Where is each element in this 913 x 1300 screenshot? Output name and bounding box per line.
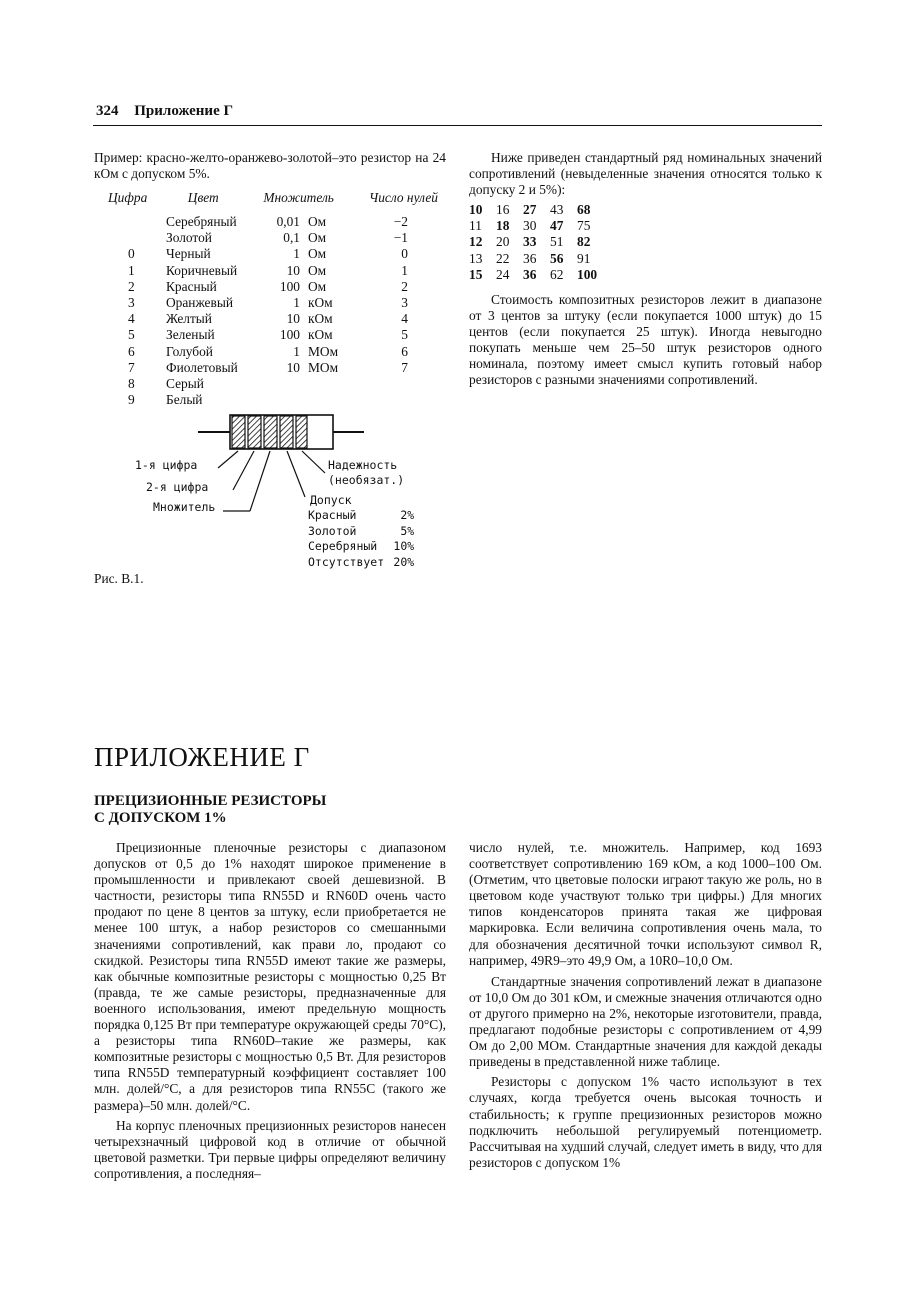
color-row [108, 295, 408, 311]
color-row-digit: 4 [128, 311, 135, 327]
color-row-unit [308, 376, 364, 392]
series-value: 18 [496, 218, 510, 234]
color-row-multiplier: 0,1 [283, 230, 300, 246]
section-title [94, 793, 326, 827]
color-row-multiplier: 1 [293, 343, 300, 359]
tolerance-color: Красный [308, 508, 357, 522]
color-row-zeros: 7 [401, 359, 408, 375]
color-row-unit: МОм [308, 343, 339, 359]
series-row [469, 251, 604, 267]
color-row [108, 327, 408, 343]
section-title-line-2: С ДОПУСКОМ 1% [94, 810, 227, 826]
color-row-name: Фиолетовый [166, 359, 238, 375]
band-2 [248, 416, 261, 448]
label-multiplier: Множитель [153, 500, 216, 514]
series-value: 68 [577, 202, 591, 217]
color-row-name: Серый [166, 376, 204, 392]
color-row-digit: 9 [128, 392, 135, 408]
color-row-digit: 0 [128, 246, 135, 262]
series-value: 12 [469, 234, 483, 250]
tolerance-value: 5% [400, 523, 415, 538]
left-paragraph-1: Прецизионные пленочные резисторы с диапазоном допусков от 0,5 до 1% находят широкое применение в промышленности и привлекают своей дешевизной. В частности, резисторы типа RN55D и RN60D очень часто продают по цене 8 центов за штуку, если приобретается не менее 100 штук, а набор резисторов со смешанными значениями сопротивлений, как прави ло, продают со скидкой. Резисторы типа RN55D имеют такие же размеры, как обычные композитные резисторы с мощностью 0,25 Вт (правда, те же самые резисторы, предназначенные для военного использования, имеют предельную мощность порядка 0,125 Вт при температуре окружающей среды 70°С), а резисторы типа RN60D–такие же размеры, как композитные резисторы с мощностью 0,5 Вт. Для резисторов типа RN55D температурный коэффициент составляет 100 млн. долей/°С, а для резисторов типа RN55C (такого же размера)–50 млн. долей/°С. [94, 840, 446, 1113]
color-row-unit: Ом [308, 246, 327, 262]
color-row-zeros: 1 [401, 262, 408, 278]
color-row-zeros: −1 [393, 230, 408, 246]
band-3 [264, 416, 277, 448]
tolerance-table [308, 508, 414, 570]
leader-tolerance [287, 451, 305, 497]
series-row [469, 234, 604, 250]
color-row-zeros: 3 [401, 295, 408, 311]
tolerance-row [308, 539, 414, 555]
color-row-digit: 1 [128, 262, 135, 278]
color-row [108, 360, 408, 376]
color-row-digit [108, 230, 166, 246]
header-color: Цвет [187, 190, 219, 205]
series-value: 13 [469, 250, 483, 266]
color-row-name: Белый [166, 392, 203, 408]
color-row-zeros [364, 376, 408, 392]
color-row-unit: МОм [308, 359, 339, 375]
color-row-multiplier: 1 [293, 246, 300, 262]
color-row-unit: Ом [308, 262, 327, 278]
label-second-digit: 2-я цифра [146, 480, 209, 494]
tolerance-value: 2% [400, 508, 415, 522]
color-row [108, 230, 408, 246]
header-rule [93, 125, 822, 126]
series-value: 36 [523, 266, 537, 282]
series-value: 10 [469, 202, 483, 217]
color-row-name: Черный [166, 246, 211, 262]
series-value: 36 [523, 250, 537, 266]
color-row-name: Серебряный [166, 214, 237, 229]
color-row-name: Коричневый [166, 262, 238, 278]
color-row [108, 376, 408, 392]
tolerance-value: 10% [393, 539, 415, 554]
color-row-name: Красный [166, 278, 217, 294]
tolerance-color: Серебряный [308, 539, 378, 554]
appendix-title: ПРИЛОЖЕНИЕ Г [94, 742, 310, 772]
series-value: 100 [577, 266, 598, 282]
color-table-header [108, 190, 438, 206]
color-row-multiplier: 10 [286, 311, 300, 327]
figure-caption: Рис. В.1. [94, 571, 144, 586]
color-row-multiplier [262, 376, 308, 392]
tolerance-color: Отсутствует [308, 554, 385, 569]
left-column [94, 840, 446, 1182]
series-value: 43 [550, 202, 564, 217]
color-row-unit: кОм [308, 311, 333, 327]
color-row-digit: 6 [128, 343, 135, 359]
series-value: 62 [550, 266, 564, 282]
tolerance-color: Золотой [308, 523, 357, 538]
leader-reliability [302, 451, 325, 473]
color-row-unit: Ом [308, 214, 327, 229]
series-value: 75 [577, 218, 591, 234]
color-row-unit: Ом [308, 230, 327, 246]
leader-multiplier [250, 451, 270, 511]
tolerance-value: 20% [393, 554, 415, 569]
color-code-table [108, 190, 438, 212]
series-value: 47 [550, 218, 564, 234]
color-row-zeros: 5 [401, 327, 408, 343]
label-first-digit: 1-я цифра [135, 458, 198, 472]
tolerance-row [308, 508, 414, 524]
color-row-name: Голубой [166, 343, 213, 359]
standard-series-table [469, 202, 604, 283]
color-row-unit: Ом [308, 278, 327, 294]
left-paragraph-2: На корпус пленочных прецизионных резисторов нанесен четырехзначный цифровой код в отличие от обычной цветовой разметки. Три первые цифры определяют величину сопротивления, а последняя– [94, 1117, 446, 1181]
series-value: 51 [550, 234, 564, 250]
label-tolerance: Допуск [310, 493, 352, 507]
series-intro: Ниже приведен стандартный ряд номинальных значений сопротивлений (невыделенные значения относятся только к допуску 2 и 5%): [469, 150, 822, 198]
header-multiplier: Множитель [263, 190, 334, 205]
color-row [108, 263, 408, 279]
series-value: 33 [523, 234, 537, 250]
color-row [108, 344, 408, 360]
color-row-multiplier: 100 [279, 278, 300, 294]
series-value: 15 [469, 266, 483, 282]
color-row-digit [108, 214, 166, 230]
page-number: 324 [96, 103, 119, 119]
color-row [108, 311, 408, 327]
right-paragraph-2: Стандартные значения сопротивлений лежат в диапазоне от 10,0 Ом до 301 кОм, и смежные значения отличаются одно от другого примерно на 2%, некоторые изготовители, правда, предлагают подобные резисторы с сопротивлением от 4,99 Ом до 2,00 МОм. Стандартные значения для каждой декады приведены в представленной ниже таблице. [469, 973, 822, 1070]
label-optional: (необязат.) [328, 473, 405, 487]
right-paragraph-1: число нулей, т.е. множитель. Например, код 1693 соответствует сопротивлению 169 кОм, а код 1000–100 Ом. (Отметим, что цветовые полоски играют такую же роль, но в цветовом коде участвуют только три цифры.) Для многих типов конденсаторов принята такая же цифровая маркировка. Если величина сопротивления очень мала, то для обозначения десятичной точки используют символ R, например, 49R9–это 49,9 Ом, а 10R0–10,0 Ом. [469, 840, 822, 968]
header-zeros: Число нулей [369, 190, 438, 205]
header-digit: Цифра [108, 190, 148, 205]
color-row-zeros: 6 [401, 343, 408, 359]
series-value: 24 [496, 266, 510, 282]
color-row-digit: 3 [128, 295, 135, 311]
tolerance-row [308, 524, 414, 540]
color-row-digit: 8 [128, 376, 135, 392]
series-row [469, 218, 604, 234]
right-column [469, 840, 822, 1171]
color-row-multiplier: 0,01 [276, 214, 300, 229]
example-text: Пример: красно-желто-оранжево-золотой–это резистор на 24 кОм с допуском 5%. [94, 150, 446, 182]
leader-second-digit [233, 451, 254, 490]
series-value: 22 [496, 250, 510, 266]
series-value: 27 [523, 202, 537, 217]
color-row [108, 279, 408, 295]
running-header [96, 103, 233, 120]
color-row-multiplier: 10 [286, 262, 300, 278]
color-row-zeros: −2 [393, 214, 408, 229]
color-row-zeros: 0 [401, 246, 408, 262]
series-value: 20 [496, 234, 510, 250]
section-title-line-1: ПРЕЦИЗИОННЫЕ РЕЗИСТОРЫ [94, 793, 327, 809]
running-title: Приложение Г [134, 103, 234, 119]
series-value: 56 [550, 250, 564, 266]
color-row-multiplier: 10 [286, 359, 300, 375]
color-row-unit: кОм [308, 295, 333, 311]
series-value: 91 [577, 250, 591, 266]
color-row-zeros: 4 [401, 311, 408, 327]
color-row-digit: 5 [128, 327, 135, 343]
band-4 [280, 416, 293, 448]
tolerance-row [308, 555, 414, 571]
band-1 [232, 416, 245, 448]
color-row-name: Золотой [166, 230, 212, 246]
color-row-name: Оранжевый [166, 295, 233, 311]
band-5 [296, 416, 307, 448]
color-row-unit: кОм [308, 327, 333, 343]
color-row-multiplier: 1 [293, 295, 300, 311]
color-row-name: Зеленый [166, 327, 215, 343]
color-row-digit: 2 [128, 278, 135, 294]
label-reliability: Надежность [328, 458, 398, 472]
series-value: 82 [577, 234, 591, 250]
cost-paragraph: Стоимость композитных резисторов лежит в диапазоне от 3 центов за штуку (если покупается 1000 штук) до 15 центов (если покупается 25 штук). Иногда невыгодно покупать меньше чем 25–50 штук резисторов одного номинала, поэтому имеет смысл купить готовый набор резисторов с разными значениями сопротивлений. [469, 292, 822, 388]
series-value: 16 [496, 202, 510, 217]
series-value: 30 [523, 218, 537, 234]
series-value: 11 [469, 218, 482, 234]
series-row [469, 202, 604, 218]
color-row [108, 214, 408, 230]
color-row-multiplier: 100 [279, 327, 300, 343]
color-row-name: Желтый [166, 311, 212, 327]
color-code-rows [108, 214, 408, 408]
color-row [108, 246, 408, 262]
color-row-digit: 7 [128, 359, 135, 375]
series-row [469, 267, 604, 283]
color-row-zeros: 2 [401, 278, 408, 294]
right-paragraph-3: Резисторы с допуском 1% часто используют в тех случаях, когда требуется очень высокая точность и стабильность; к группе прецизионных резисторов можно подключить небольшой регулируемый потенциометр. Рассчитывая на худший случай, следует иметь в виду, что для резисторов с допуском 1% [469, 1074, 822, 1170]
leader-first-digit [218, 451, 238, 468]
